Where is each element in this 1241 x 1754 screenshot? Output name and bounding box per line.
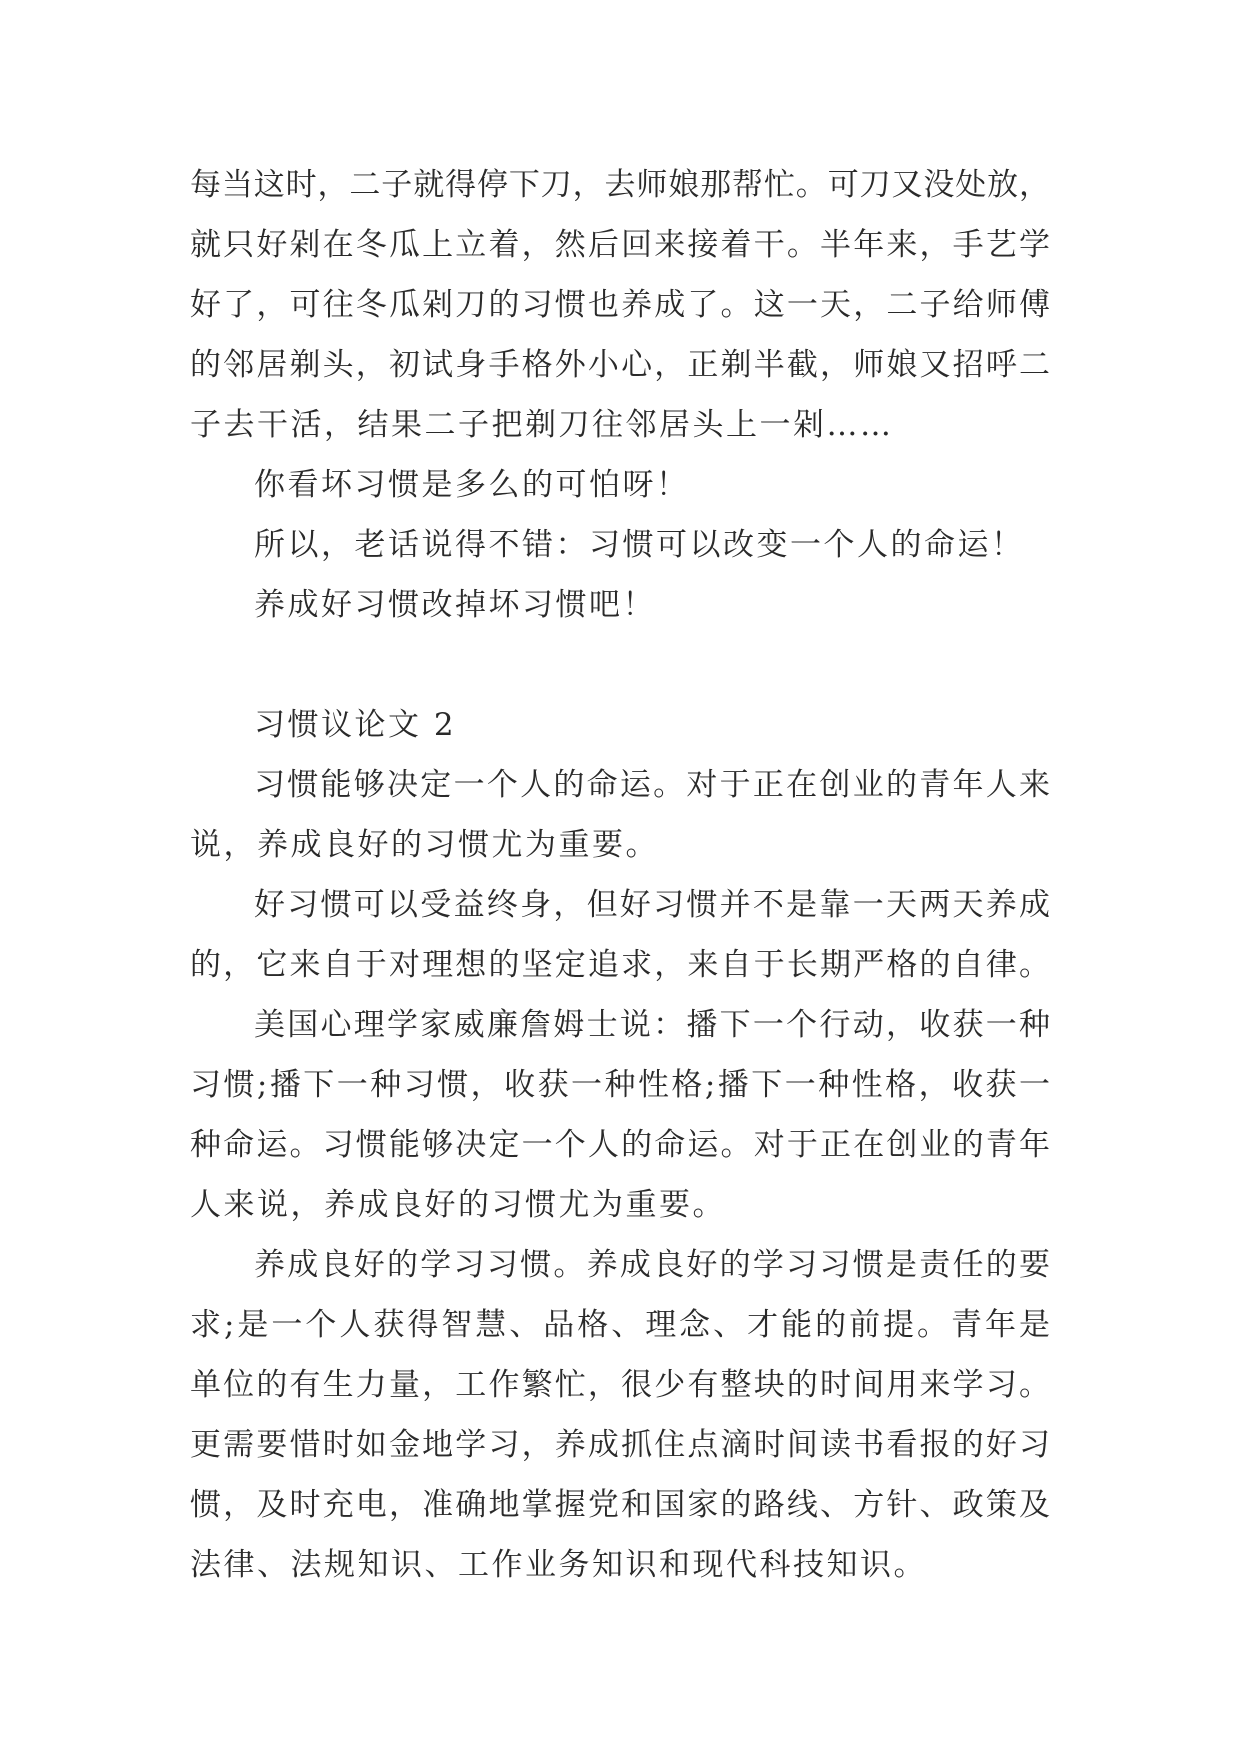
paragraph-line: 美国心理学家威廉詹姆士说：播下一个行动，收获一种 bbox=[254, 1007, 1050, 1043]
paragraph-line: 单位的有生力量，工作繁忙，很少有整块的时间用来学习。 bbox=[190, 1367, 1050, 1403]
paragraph-line: 的，它来自于对理想的坚定追求，来自于长期严格的自律。 bbox=[190, 947, 1050, 983]
paragraph-line: 人来说，养成良好的习惯尤为重要。 bbox=[190, 1187, 726, 1223]
paragraph-line: 习惯能够决定一个人的命运。对于正在创业的青年人来 bbox=[254, 767, 1050, 803]
paragraph-line: 说，养成良好的习惯尤为重要。 bbox=[190, 827, 659, 863]
paragraph-line: 你看坏习惯是多么的可怕呀！ bbox=[254, 467, 690, 503]
paragraph-line: 好了，可往冬瓜剁刀的习惯也养成了。这一天，二子给师傅 bbox=[190, 287, 1050, 323]
section-title: 习惯议论文 2 bbox=[254, 707, 457, 743]
paragraph-line: 的邻居剃头，初试身手格外小心，正剃半截，师娘又招呼二 bbox=[190, 347, 1050, 383]
paragraph-line: 所以，老话说得不错：习惯可以改变一个人的命运！ bbox=[254, 527, 1025, 563]
paragraph-line: 法律、法规知识、工作业务知识和现代科技知识。 bbox=[190, 1547, 927, 1583]
paragraph-line: 好习惯可以受益终身，但好习惯并不是靠一天两天养成 bbox=[254, 887, 1050, 923]
paragraph-line: 求;是一个人获得智慧、品格、理念、才能的前提。青年是 bbox=[190, 1307, 1050, 1343]
paragraph-line: 惯，及时充电，准确地掌握党和国家的路线、方针、政策及 bbox=[190, 1487, 1050, 1523]
paragraph-line: 每当这时，二子就得停下刀，去师娘那帮忙。可刀又没处放， bbox=[190, 167, 1050, 203]
paragraph-line: 养成好习惯改掉坏习惯吧！ bbox=[254, 587, 656, 623]
paragraph-line: 更需要惜时如金地学习，养成抓住点滴时间读书看报的好习 bbox=[190, 1427, 1050, 1463]
paragraph-line: 养成良好的学习习惯。养成良好的学习习惯是责任的要 bbox=[254, 1247, 1050, 1283]
paragraph-line: 种命运。习惯能够决定一个人的命运。对于正在创业的青年 bbox=[190, 1127, 1050, 1163]
paragraph-line: 子去干活，结果二子把剃刀往邻居头上一剁…… bbox=[190, 407, 894, 443]
paragraph-line: 习惯;播下一种习惯，收获一种性格;播下一种性格，收获一 bbox=[190, 1067, 1050, 1103]
paragraph-line: 就只好剁在冬瓜上立着，然后回来接着干。半年来，手艺学 bbox=[190, 227, 1050, 263]
